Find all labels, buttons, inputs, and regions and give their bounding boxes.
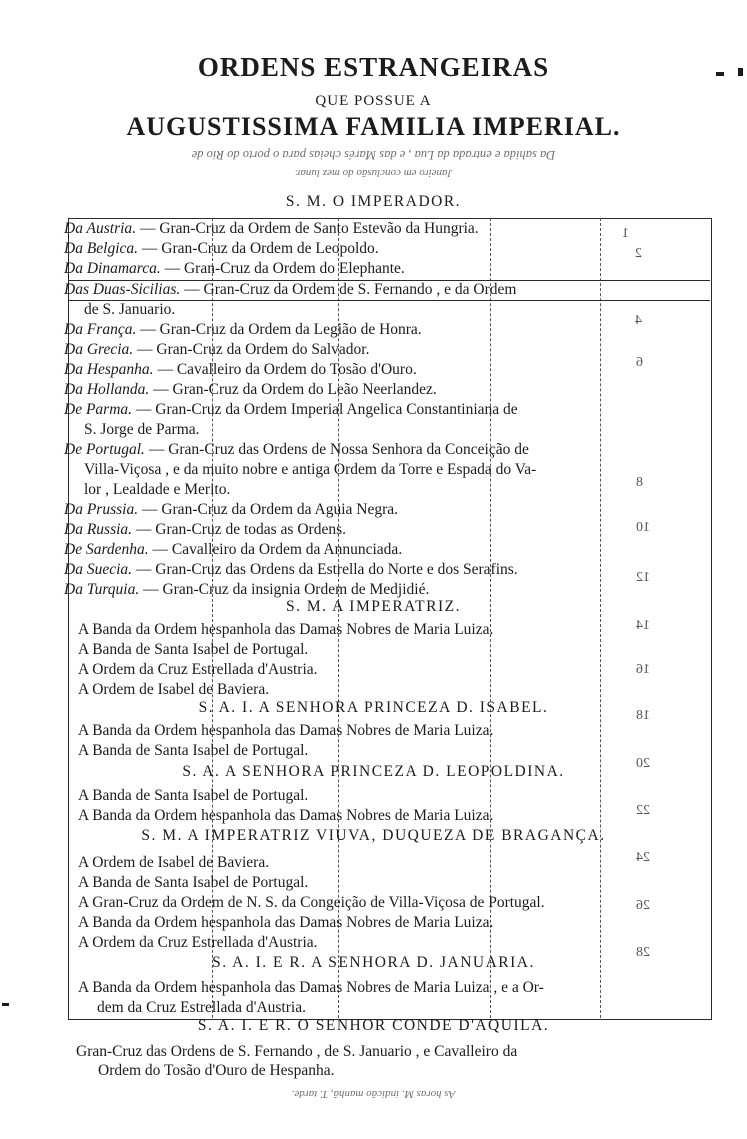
country-name: De Sardenha. bbox=[64, 541, 149, 558]
order-text: — Gran-Cruz da Ordem do Leão Neerlandez. bbox=[149, 381, 437, 398]
order-entry: A Banda de Santa Isabel de Portugal. bbox=[78, 742, 309, 759]
order-entry: A Banda de Santa Isabel de Portugal. bbox=[78, 641, 309, 658]
order-entry bbox=[64, 580, 712, 599]
order-text: — Cavalleiro da Ordem do Tosão d'Ouro. bbox=[153, 361, 417, 378]
order-entry bbox=[64, 320, 712, 339]
country-name: Da Suecia. bbox=[64, 561, 133, 578]
order-text: — Gran-Cruz da Ordem de S. Fernando , e da Ordem bbox=[180, 281, 517, 298]
order-continuation: Ordem do Tosão d'Ouro de Hespanha. bbox=[98, 1062, 335, 1079]
order-text: — Gran-Cruz da Ordem de Leopoldo. bbox=[138, 240, 379, 257]
order-continuation: Villa-Viçosa , e da muito nobre e antiga Ordem da Torre e Espada do Va- bbox=[84, 461, 537, 478]
order-text: — Gran-Cruz da insignia Ordem de Medjidié. bbox=[139, 581, 430, 598]
country-name: Da Austria. bbox=[64, 220, 137, 237]
order-entry bbox=[64, 239, 712, 258]
bleed-digit: 4 bbox=[635, 313, 642, 328]
bleed-digit: 14 bbox=[636, 618, 650, 633]
bleed-digit: 12 bbox=[636, 570, 650, 585]
section-heading-princeza-isabel: S. A. I. A SENHORA PRINCEZA D. ISABEL. bbox=[198, 699, 549, 716]
order-entry: A Banda da Ordem hespanhola das Damas Nobres de Maria Luiza. bbox=[78, 807, 494, 824]
country-name: Da Belgica. bbox=[64, 240, 139, 257]
order-entry: A Ordem de Isabel de Baviera. bbox=[78, 854, 270, 871]
country-name: Da Prussia. bbox=[64, 501, 139, 518]
order-entry: A Ordem da Cruz Estrellada d'Austria. bbox=[78, 934, 318, 951]
order-entry: A Banda de Santa Isabel de Portugal. bbox=[78, 874, 309, 891]
country-name: De Parma. bbox=[64, 401, 133, 418]
order-continuation: dem da Cruz Estrellada d'Austria. bbox=[97, 999, 306, 1016]
mirrored-bleed-text: Janeiro em conclusão do mez lunar. bbox=[294, 167, 453, 179]
order-entry bbox=[64, 440, 712, 459]
country-name: Da Russia. bbox=[64, 521, 133, 538]
order-entry bbox=[64, 280, 712, 299]
order-entry bbox=[64, 520, 712, 539]
order-entry bbox=[64, 340, 712, 359]
order-entry bbox=[64, 360, 712, 379]
order-entry: A Banda da Ordem hespanhola das Damas Nobres de Maria Luiza. bbox=[78, 621, 494, 638]
order-entry: A Gran-Cruz da Ordem de N. S. da Congeição de Villa-Viçosa de Portugal. bbox=[78, 894, 545, 911]
print-mark bbox=[738, 68, 743, 76]
bleed-digit: 22 bbox=[636, 803, 650, 818]
bleed-digit: 24 bbox=[636, 850, 650, 865]
country-name: De Portugal. bbox=[64, 441, 145, 458]
order-text: — Gran-Cruz das Ordens da Estrella do Norte e dos Serafins. bbox=[132, 561, 518, 578]
order-entry: A Banda da Ordem hespanhola das Damas Nobres de Maria Luiza. bbox=[78, 722, 494, 739]
bleed-digit: 2 bbox=[635, 246, 642, 261]
order-entry: A Ordem de Isabel de Baviera. bbox=[78, 681, 270, 698]
country-name: Da Dinamarca. bbox=[64, 260, 161, 277]
bleed-digit: 8 bbox=[636, 475, 643, 490]
order-entry: A Banda da Ordem hespanhola das Damas Nobres de Maria Luiza , e a Or- bbox=[78, 979, 544, 996]
order-entry bbox=[64, 219, 712, 238]
section-heading-imperatriz: S. M. A IMPERATRIZ. bbox=[286, 598, 461, 615]
order-text: — Gran-Cruz de todas as Ordens. bbox=[132, 521, 346, 538]
order-entry bbox=[64, 259, 712, 278]
order-entry bbox=[64, 540, 712, 559]
order-entry bbox=[64, 400, 712, 419]
order-text: — Gran-Cruz da Ordem do Elephante. bbox=[160, 260, 405, 277]
mirrored-bleed-text: Da sahida e entrada da Lua , e das Marés cheias para o porto do Rio de bbox=[191, 148, 556, 162]
order-entry: A Ordem da Cruz Estrellada d'Austria. bbox=[78, 661, 318, 678]
order-text: — Gran-Cruz da Ordem de Santo Estevão da Hungria. bbox=[136, 220, 479, 237]
page-subtitle: QUE POSSUE A bbox=[315, 93, 432, 109]
order-text: — Gran-Cruz da Ordem Imperial Angelica Constantiniana de bbox=[132, 401, 518, 418]
bleed-digit: 28 bbox=[636, 945, 650, 960]
bleed-digit: 20 bbox=[636, 756, 650, 771]
print-mark bbox=[2, 1003, 9, 1006]
order-text: — Gran-Cruz da Ordem da Legião de Honra. bbox=[136, 321, 422, 338]
country-name: Da Grecia. bbox=[64, 341, 134, 358]
bleed-digit: 26 bbox=[636, 898, 650, 913]
section-heading-imperador: S. M. O IMPERADOR. bbox=[285, 193, 462, 210]
order-entry bbox=[64, 500, 712, 519]
order-entry bbox=[64, 560, 712, 579]
section-heading-conde-aquila: S. A. I. E R. O SENHOR CONDE D'AQUILA. bbox=[197, 1017, 550, 1034]
country-name: Da Hespanha. bbox=[64, 361, 154, 378]
section-heading-imperatriz-viuva: S. M. A IMPERATRIZ VIUVA, DUQUEZA DE BRAGANÇA. bbox=[141, 827, 606, 844]
mirrored-bleed-text: As horas M. indicão manhã, T. tarde. bbox=[291, 1088, 456, 1100]
order-continuation: lor , Lealdade e Merito. bbox=[84, 481, 231, 498]
order-entry: A Banda da Ordem hespanhola das Damas Nobres de Maria Luiza. bbox=[78, 914, 494, 931]
country-name: Da França. bbox=[64, 321, 137, 338]
country-name: Das Duas-Sicilias. bbox=[64, 281, 181, 298]
bleed-digit: 6 bbox=[636, 355, 643, 370]
bleed-digit: 18 bbox=[636, 708, 650, 723]
section-heading-januaria: S. A. I. E R. A SENHORA D. JANUARIA. bbox=[212, 954, 535, 971]
bleed-digit: 1 bbox=[622, 226, 629, 241]
bleed-digit: 10 bbox=[636, 520, 650, 535]
order-entry: Gran-Cruz das Ordens de S. Fernando , de S. Januario , e Cavalleiro da bbox=[76, 1043, 518, 1060]
order-text: — Gran-Cruz da Ordem da Aguia Negra. bbox=[138, 501, 399, 518]
section-heading-princeza-leopoldina: S. A. A SENHORA PRINCEZA D. LEOPOLDINA. bbox=[182, 763, 565, 780]
order-continuation: S. Jorge de Parma. bbox=[84, 421, 200, 438]
order-entry: A Banda de Santa Isabel de Portugal. bbox=[78, 787, 309, 804]
page-title: ORDENS ESTRANGEIRAS bbox=[197, 52, 550, 82]
order-text: — Gran-Cruz da Ordem do Salvador. bbox=[133, 341, 370, 358]
page-title-family: AUGUSTISSIMA FAMILIA IMPERIAL. bbox=[126, 112, 621, 141]
print-mark bbox=[716, 72, 724, 76]
bleed-digit: 16 bbox=[636, 662, 650, 677]
order-continuation: de S. Januario. bbox=[84, 301, 176, 318]
country-name: Da Turquia. bbox=[64, 581, 140, 598]
order-text: — Cavalleiro da Ordem da Annunciada. bbox=[148, 541, 403, 558]
order-entry bbox=[64, 380, 712, 399]
country-name: Da Hollanda. bbox=[64, 381, 150, 398]
order-text: — Gran-Cruz das Ordens de Nossa Senhora da Conceição de bbox=[144, 441, 529, 458]
